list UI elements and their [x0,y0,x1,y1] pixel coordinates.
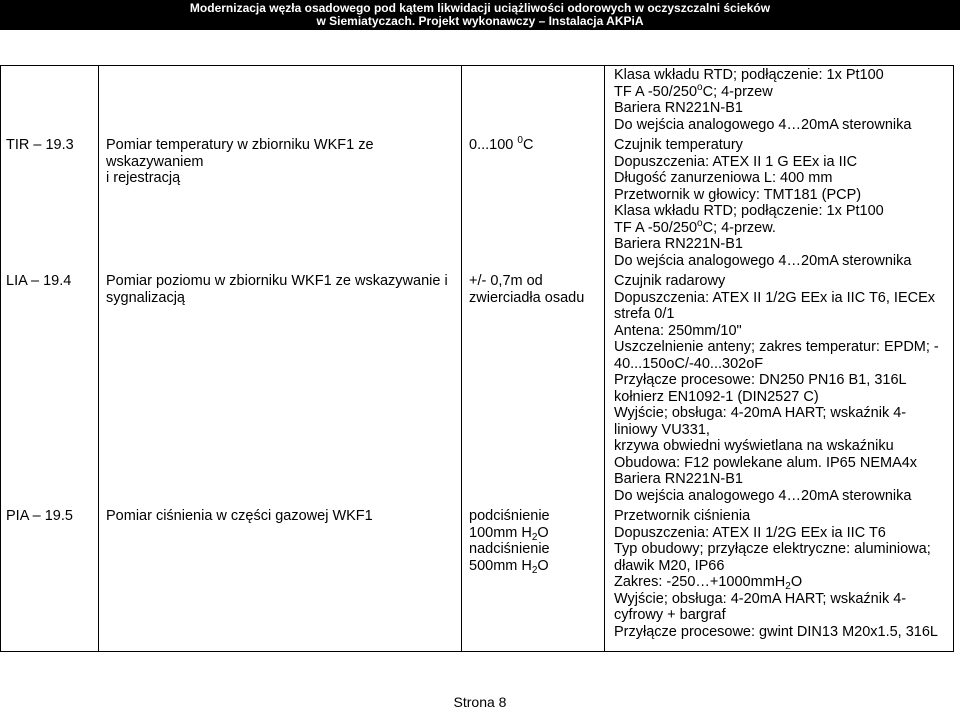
pia-range-line-2: 100mm $H_2O$ [469,524,549,543]
prev-spec-line: Klasa wkładu RTD; podłączenie: 1x Pt100 [614,67,884,83]
pia-range-line-4: 500mm $H_2O$ [469,557,549,576]
table-top-border [0,65,954,66]
lia-spec-line: kołnierz EN1092-1 (DIN2527 C) [614,388,819,405]
tir-spec-line: Czujnik temperatury [614,137,743,153]
lia-spec-line: Antena: 250mm/10" [614,322,742,339]
lia-range-line-2: zwierciadła osadu [469,289,585,306]
pia-spec-line: Przyłącze procesowe: gwint DIN13 M20x1.5, 316L [614,623,938,640]
column-divider-2 [461,65,462,652]
column-divider-3 [604,65,605,652]
lia-spec-line: Przyłącze procesowe: DN250 PN16 B1, 316L [614,372,907,388]
lia-spec-line: 40...150oC/-40...302oF [614,355,764,372]
lia-spec-line: liniowy VU331, [614,421,710,438]
lia-spec-line: Czujnik radarowy [614,273,726,289]
lia-description-line-2: sygnalizacją [106,289,185,306]
pia-spec-line: cyfrowy + bargraf [614,607,726,623]
pia-spec-line: dławik M20, IP66 [614,557,725,574]
header-line-2: w Siemiatyczach. Projekt wykonawczy – Instalacja AKPiA [316,14,644,28]
prev-spec-line: Bariera RN221N-B1 [614,100,743,116]
prev-spec-tf: TF A -50/250$^o$C; 4-przew [614,81,773,100]
pia-spec-line: Dopuszczenia: ATEX II 1/2G EEx ia IIC T6 [614,524,886,541]
column-divider-1 [98,65,99,652]
lia-spec-line: Bariera RN221N-B1 [614,471,743,487]
lia-spec-line: Dopuszczenia: ATEX II 1/2G EEx ia IIC T6, IECEx [614,289,936,306]
lia-tag: LIA – 19.4 [6,273,72,289]
tir-spec-line: Do wejścia analogowego 4…20mA sterownika [614,252,912,269]
lia-spec-line: Obudowa: F12 powlekane alum. IP65 NEMA4x [614,454,918,471]
tir-spec-line: Długość zanurzeniowa L: 400 mm [614,170,833,186]
lia-spec-line: Uszczelnienie anteny; zakres temperatur: EPDM; - [614,339,939,355]
pia-spec-zakres: Zakres: -250…+1000mmH$_2$O [614,574,803,592]
prev-spec-line: Do wejścia analogowego 4…20mA sterownika [614,116,912,133]
tir-description-line-3: i rejestracją [106,170,181,186]
lia-spec-line: krzywa obwiedni wyświetlana na wskaźniku [614,438,894,454]
tir-tag: TIR – 19.3 [6,137,74,153]
lia-description-line-1: Pomiar poziomu w zbiorniku WKF1 ze wskazywanie i [106,273,448,289]
lia-spec-line: strefa 0/1 [614,306,675,322]
tir-spec-line: Klasa wkładu RTD; podłączenie: 1x Pt100 [614,203,884,219]
tir-spec-line: Bariera RN221N-B1 [614,236,743,252]
pia-range-line-1: podciśnienie [469,508,550,524]
header-line-1: Modernizacja węzła osadowego pod kątem likwidacji uciążliwości odorowych w oczyszczalni ścieków [189,1,771,15]
tir-description-line-1: Pomiar temperatury w zbiorniku WKF1 ze [106,137,374,153]
tir-spec-line: Przetwornik w głowicy: TMT181 (PCP) [614,186,862,203]
lia-spec-line: Do wejścia analogowego 4…20mA sterownika [614,487,912,504]
tir-spec-line: Dopuszczenia: ATEX II 1 G EEx ia IIC [614,153,858,170]
lia-spec-line: Wyjście; obsługa: 4-20mA HART; wskaźnik 4- [614,405,907,421]
pia-range-line-3: nadciśnienie [469,541,550,557]
table-bottom-border [0,651,954,652]
pia-spec-line: Typ obudowy; przyłącze elektryczne: aluminiowa; [614,541,931,557]
tir-spec-tf: TF A -50/250$^o$C; 4-przew. [614,217,776,236]
page-number: Strona 8 [453,694,507,710]
table-right-border [953,65,954,652]
pia-tag: PIA – 19.5 [6,508,73,524]
table-left-border [0,65,1,652]
lia-range-line-1: +/- 0,7m od [469,273,543,289]
tir-range: 0...100 $^0$C [469,135,534,153]
tir-description-line-2: wskazywaniem [106,153,204,170]
pia-spec-line: Przetwornik ciśnienia [614,508,751,524]
pia-spec-line: Wyjście; obsługa: 4-20mA HART; wskaźnik 4- [614,590,907,607]
pia-description-line-1: Pomiar ciśnienia w części gazowej WKF1 [106,508,373,524]
